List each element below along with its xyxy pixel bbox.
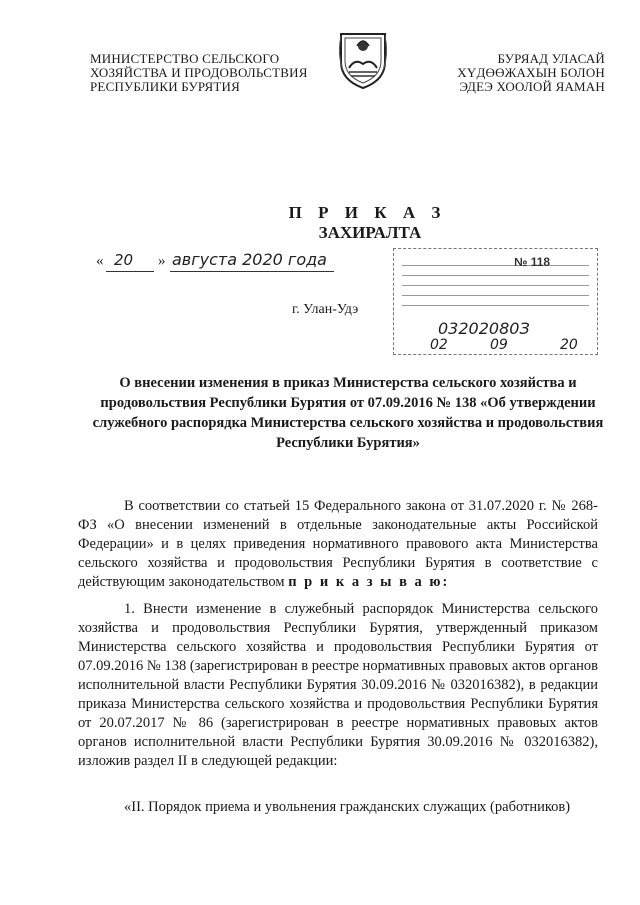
document-date: [96, 249, 356, 275]
document-subject: О внесении изменения в приказ Министерства сельского хозяйства и продовольствия Республики Бурятия от 07.09.2016 № 138 «Об утверждении служебного распорядка Министерства сельского хозяйства и продовольствия Республики Бурятия»: [92, 375, 604, 451]
section-heading: [78, 798, 598, 817]
order-word: п р и к а з ы в а ю:: [288, 574, 450, 590]
stamp-reg-day: 02: [430, 337, 448, 353]
date-open-quote: «: [96, 253, 104, 269]
paragraph-1-text: 1. Внести изменение в служебный распорядок Министерства сельского хозяйства и продовольствия Республики Бурятия, утвержденный приказом Министерства сельского хозяйства и продовольствия Республики Бурятия от 07.09.2016 № 138 (зарегистрирован в реестре нормативных правовых актов органов исполнительной власти Республики Бурятия 30.09.2016 № 032016382), в редакции приказа Министерства сельского хозяйства и продовольствия Республики Бурятия от 20.07.2017 № 86 (зарегистрирован в реестре нормативных правовых актов органов исполнительной власти Республики Бурятия 30.09.2016 № 032016382), изложив раздел II в следующей редакции:: [78, 601, 598, 769]
document-type-title: П Р И К А З: [288, 203, 447, 222]
header-right-line: ЭДЕЭ ХООЛОЙ ЯАМАН: [459, 79, 605, 94]
header-left-line: РЕСПУБЛИКИ БУРЯТИЯ: [90, 79, 240, 94]
date-day: 20: [114, 251, 134, 269]
document-type-title-buryat: ЗАХИРАЛТА: [318, 223, 422, 242]
stamp-line: [402, 285, 589, 286]
stamp-number: № 118: [514, 255, 551, 269]
date-month-year: августа 2020 года: [172, 250, 327, 269]
stamp-reg-month: 09: [490, 337, 508, 353]
stamp-line: [402, 275, 589, 276]
date-month-underline: [170, 271, 334, 272]
ministry-name-russian: [90, 52, 330, 94]
preamble-paragraph: [78, 497, 598, 592]
header-left-line: ХОЗЯЙСТВА И ПРОДОВОЛЬСТВИЯ: [90, 65, 308, 80]
stamp-line: [402, 305, 589, 306]
section-heading-text: «II. Порядок приема и увольнения гражданских служащих (работников): [124, 799, 571, 815]
header-right-line: БУРЯАД УЛАСАЙ: [497, 51, 605, 66]
preamble-text: В соответствии со статьей 15 Федерального закона от 31.07.2020 г. № 268-ФЗ «О внесении изменений в отдельные законодательные акты Российской Федерации» и в целях приведения нормативного правового акта Министерства сельского хозяйства и продовольствия Республики Бурятия в соответствие с действующим законодательством: [78, 498, 598, 590]
ministry-name-buryat: [375, 52, 605, 94]
header-right-line: ХҮДӨӨЖАХЫН БОЛОН: [457, 65, 605, 80]
city-name: г. Улан-Удэ: [292, 302, 359, 317]
stamp-line: [402, 295, 589, 296]
paragraph-1: [78, 600, 598, 771]
registration-stamp: [393, 248, 598, 355]
stamp-reg-year: 20: [560, 337, 578, 353]
stamp-line: [402, 265, 589, 266]
date-day-underline: [106, 271, 154, 272]
stamp-registration-number: 03202080З: [438, 319, 530, 338]
header-left-line: МИНИСТЕРСТВО СЕЛЬСКОГО: [90, 51, 280, 66]
date-close-quote: »: [158, 253, 166, 269]
